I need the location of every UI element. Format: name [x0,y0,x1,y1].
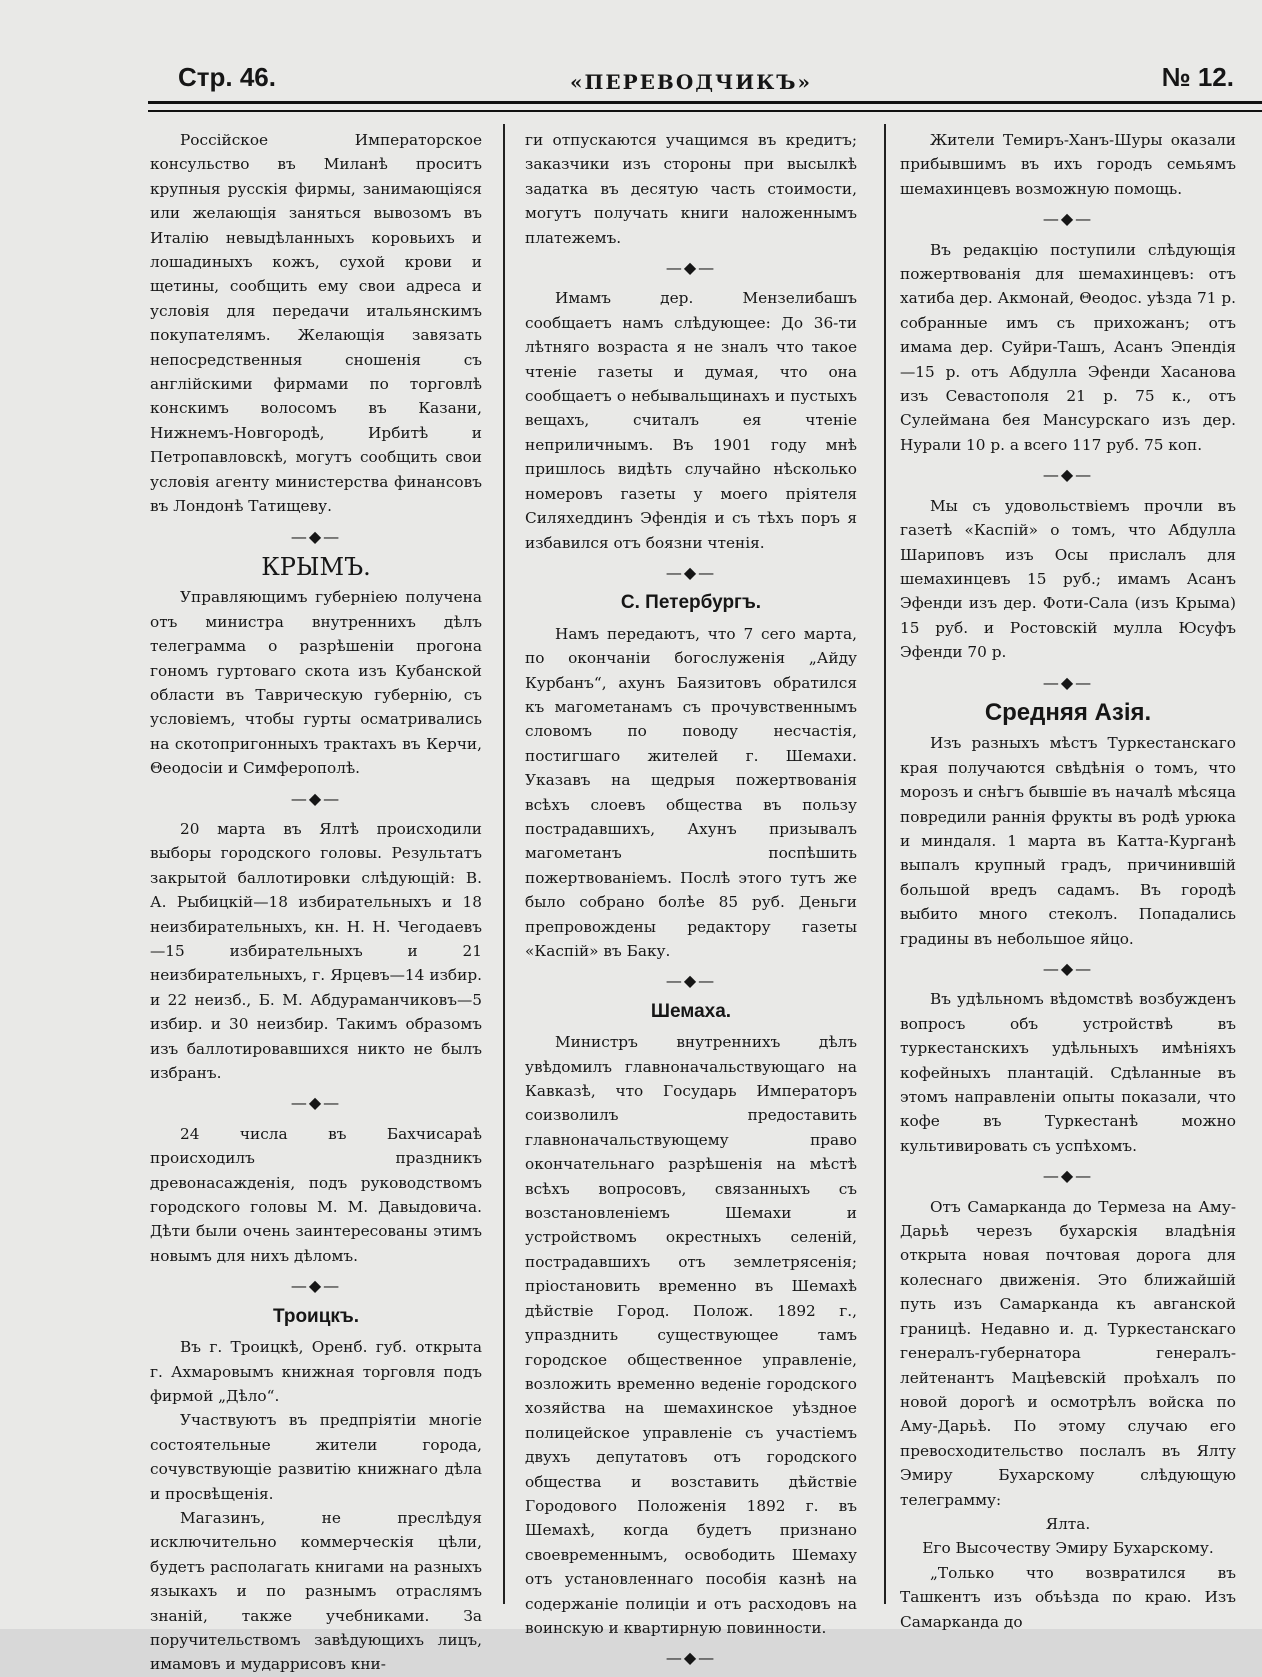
newspaper-title: «ПЕРЕВОДЧИКЪ» [570,70,813,94]
column-divider [503,124,505,1604]
article-paragraph: Мы съ удовольствіемъ прочли въ газетѣ «Каспій» о томъ, что Абдулла Шариповъ изъ Осы прислалъ для шемахинцевъ 15 руб.; имамъ Асанъ Эфенди изъ дер. Фоти-Сала (изъ Крыма) 15 руб. и Ростовскій мулла Юсуфъ Эфенди 70 р. [900,496,1236,662]
article-paragraph: Участвуютъ въ предпріятіи многіе состоятельные жители города, сочувствующіе развитію книжнаго дѣла и просвѣщенія. [150,1411,482,1503]
article-paragraph: Магазинъ, не преслѣдуя исключительно коммерческія цѣли, будетъ располагать книгами на разныхъ языкахъ и по разнымъ отраслямъ знаній, также учебниками. За поручительствомъ завѣдующихъ лицъ, имамовъ и мударрисовъ кни- [150,1508,482,1674]
section-heading: Шемаха. [650,1000,732,1022]
article-paragraph: Отъ Самарканда до Термеза на Аму-Дарьѣ черезъ бухарскія владѣнія открыта новая почтовая дорога для колеснаго движенія. Это ближайшій путь изъ Самарканда къ авганской границѣ. Недавно и. д. Туркестанскаго генералъ-губернатора генералъ-лейтенантъ Мацѣевскій проѣхалъ по новой дорогѣ и осмотрѣлъ войска по Аму-Дарьѣ. По этому случаю его превосходительство послалъ въ Ялту Эмиру Бухарскому слѣдующую телеграмму: [900,1197,1236,1509]
section-ornament: —◆— [665,1648,717,1668]
column-2 [525,128,857,1677]
section-heading: Троицкъ. [272,1305,360,1327]
article-paragraph: Въ удѣльномъ вѣдомствѣ возбужденъ вопросъ объ устройствѣ въ туркестанскихъ удѣльныхъ имѣніяхъ кофейныхъ плантацій. Сдѣланные въ этомъ направленіи опыты показали, что кофе въ Туркестанѣ можно культивировать съ успѣхомъ. [900,990,1236,1155]
section-ornament: —◆— [290,788,342,808]
telegram-line: Ялта. [1045,1514,1091,1533]
issue-number: № 12. [1161,62,1234,92]
section-heading: Средняя Азія. [984,698,1152,726]
section-ornament: —◆— [665,562,717,582]
page-number: Стр. 46. [178,62,276,92]
article-paragraph: Министръ внутреннихъ дѣлъ увѣдомилъ главноначальствующаго на Кавказѣ, что Государь Императоръ соизволилъ предоставить главноначальствующему право окончательнаго разрѣшенія на мѣстѣ всѣхъ вопросовъ, связанныхъ съ возстановленіемъ Шемахи и устройствомъ окрестныхъ селеній, пострадавшихъ отъ землетрясенія; пріостановить временно въ Шемахѣ дѣйствіе Город. Полож. 1892 г., упразднить существующее тамъ городское общественное управленіе, возложить временно веденіе городского хозяйства на шемахинское уѣздное полицейское управленіе съ участіемъ двухъ депутатовъ отъ городского общества и возставить дѣйствіе Городового Положенія 1892 г. въ Шемахѣ, когда будетъ признано своевременнымъ, освободить Шемаху отъ установленнаго пособія казнѣ на содержаніе полиціи и отъ расходовъ на воинскую и квартирную повинности. [525,1033,857,1637]
article-paragraph: ги отпускаются учащимся въ кредитъ; заказчики изъ стороны при высылкѣ задатка въ десятую часть стоимости, могутъ получать книги наложеннымъ платежемъ. [525,131,857,247]
section-ornament: —◆— [1042,672,1094,692]
article-paragraph: Изъ разныхъ мѣстъ Туркестанскаго края получаются свѣдѣнія о томъ, что морозъ и снѣгъ бывшіе въ началѣ мѣсяца повредили раннія фрукты въ родѣ урюка и миндаля. 1 марта въ Катта-Курганѣ выпалъ крупный градъ, причинившій большой вредъ садамъ. Въ городѣ выбито много стеколъ. Попадались градины въ небольшое яйцо. [900,734,1236,948]
section-ornament: —◆— [665,258,717,278]
section-heading: С. Петербургъ. [620,592,762,614]
article-paragraph: „Только что возвратился въ Ташкентъ изъ объѣзда по краю. Изъ Самарканда до [900,1563,1236,1631]
section-ornament: —◆— [665,971,717,991]
column-divider [884,124,886,1604]
section-ornament: —◆— [290,1093,342,1113]
header-rule [148,110,1262,112]
section-ornament: —◆— [1042,959,1094,978]
telegram-line: Его Высочеству Эмиру Бухарскому. [922,1539,1214,1558]
article-paragraph: Въ г. Троицкѣ, Оренб. губ. открыта г. Ахмаровымъ книжная торговля подъ фирмой „Дѣло“. [150,1338,482,1405]
section-ornament: —◆— [290,526,342,546]
article-paragraph: Управляющимъ губерніею получена отъ министра внутреннихъ дѣлъ телеграмма о разрѣшеніи прогона гономъ гуртоваго скота изъ Кубанской области въ Таврическую губернію, съ условіемъ, чтобы гурты осматривались на скотопригонныхъ трактахъ въ Керчи, Θеодосіи и Симферополѣ. [150,588,482,778]
section-ornament: —◆— [1042,1166,1094,1186]
article-paragraph: Жители Темиръ-Ханъ-Шуры оказали прибывшимъ въ ихъ городъ семьямъ шемахинцевъ возможную помощь. [900,131,1236,198]
article-paragraph: Россійское Императорское консульство въ Миланѣ проситъ крупныя русскія фирмы, занимающіяся или желающія заняться вывозомъ въ Италію невыдѣланныхъ коровьихъ и лошадиныхъ кожъ, сухой крови и щетины, сообщить ему свои адреса и условія для передачи итальянскимъ покупателямъ. Желающія завязать непосредственныя сношенія съ англійскими фирмами по торговлѣ конскимъ волосомъ въ Казани, Нижнемъ-Новгородѣ, Ирбитѣ и Петропавловскѣ, могутъ сообщить свои условія агенту министерства финансовъ въ Лондонѣ Татищеву. [150,131,482,516]
section-ornament: —◆— [1042,465,1094,485]
article-paragraph: Въ редакцію поступили слѣдующія пожертвованія для шемахинцевъ: отъ хатиба дер. Акмонай, Θеодос. уѣзда 71 р. собранные имъ съ прихожанъ; отъ имама дер. Суйри-Ташъ, Асанъ Эпендія—15 р. отъ Абдулла Эфенди Хасанова изъ Севастополя 21 р. 75 к., отъ Сулеймана бея Мансурскаго изъ дер. Нурали 10 р. а всего 117 руб. 75 коп. [900,240,1236,454]
column-3 [900,128,1236,1634]
article-paragraph: 24 числа въ Бахчисараѣ происходилъ праздникъ древонасажденія, подъ руководствомъ городского головы М. М. Давыдовича. Дѣти были очень заинтересованы этимъ новымъ для нихъ дѣломъ. [150,1124,482,1265]
article-paragraph: Намъ передаютъ, что 7 сего марта, по окончаніи богослуженія „Айду Курбанъ“, ахунъ Баязитовъ обратился къ магометанамъ съ прочувственнымъ словомъ по поводу несчастія, постигшаго жителей г. Шемахи. Указавъ на щедрыя пожертвованія всѣхъ слоевъ общества въ пользу пострадавшихъ, Ахунъ призывалъ магометанъ поспѣшить пожертвованіемъ. Послѣ этого тутъ же было собрано болѣе 85 руб. Деньги препровождены редактору газеты «Каспій» въ Баку. [525,624,857,960]
section-ornament: —◆— [1042,209,1094,229]
column-1 [150,128,482,1677]
section-ornament: —◆— [290,1276,342,1296]
article-paragraph: 20 марта въ Ялтѣ происходили выборы городского головы. Результатъ закрытой баллотировки слѣдующій: В. А. Рыбицкій—18 избирательныхъ и 18 неизбирательныхъ, кн. Н. Н. Чегодаевъ—15 избирательныхъ и 21 неизбирательныхъ, г. Ярцевъ—14 избир. и 22 неизб., Б. М. Абдураманчиковъ—5 избир. и 30 неизбир. Такимъ образомъ изъ баллотировавшихся никто не былъ избранъ. [150,819,482,1083]
header-rule [148,101,1262,104]
article-paragraph: Имамъ дер. Мензелибашъ сообщаетъ намъ слѣдующее: До 36-ти лѣтняго возраста я не зналъ что такое чтеніе газеты и думая, что она сообщаетъ о небывальщинахъ и пустыхъ вещахъ, считалъ ея чтеніе неприличнымъ. Въ 1901 году мнѣ пришлось видѣть случайно нѣсколько номеровъ газеты у моего пріятеля Силяхеддинъ Эфендія и съ тѣхъ поръ я избавился отъ боязни чтенія. [525,289,857,552]
section-heading: КРЫМЪ. [261,552,371,581]
